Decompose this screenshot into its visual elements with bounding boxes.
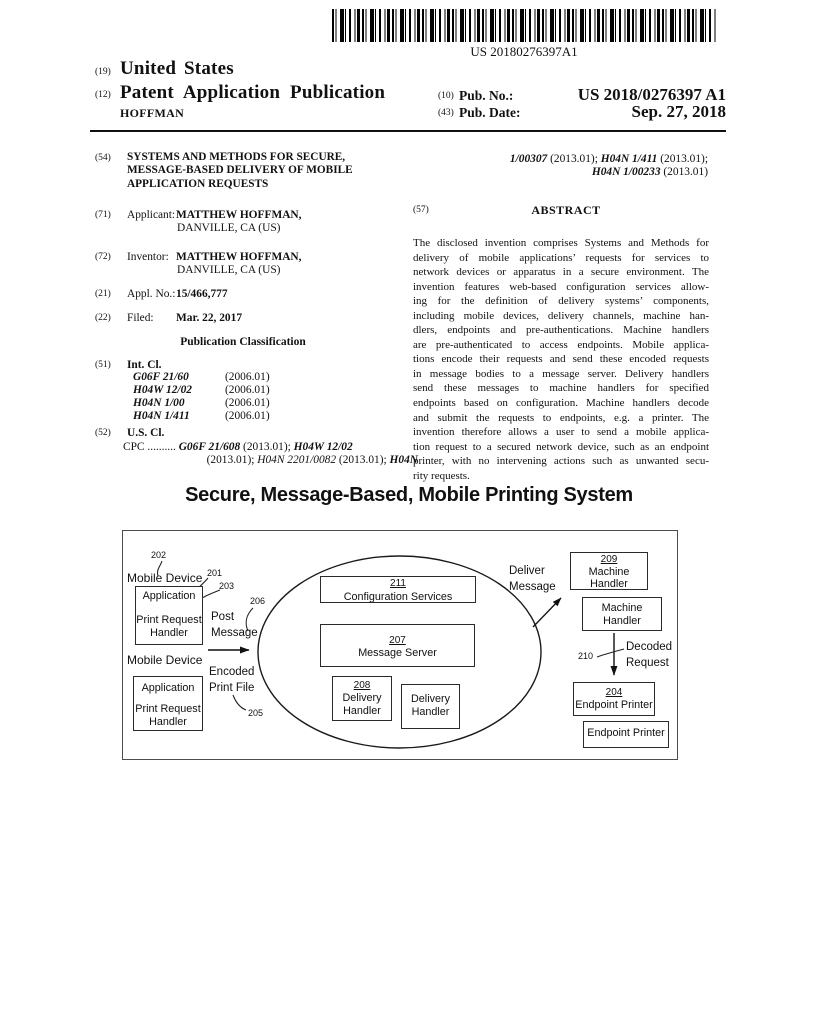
deliver-message-line1: Deliver xyxy=(509,565,545,577)
delivery-handler-line1: Delivery xyxy=(411,693,450,705)
deliver-message-line2: Message xyxy=(509,580,556,593)
publication-classification-heading: Publication Classification xyxy=(180,336,306,348)
mobile-device-2-label: Mobile Device xyxy=(127,653,203,667)
application-label: Application xyxy=(141,682,195,694)
int-cl-version: (2006.01) xyxy=(225,384,270,396)
mobile-device-1-box xyxy=(135,586,203,645)
print-request-handler-label: Print Request Handler xyxy=(136,614,202,639)
figure-title: Secure, Message-Based, Mobile Printing System xyxy=(185,484,633,506)
machine-handler-line1: Machine xyxy=(588,566,630,578)
endpoint-printer-2-box xyxy=(583,721,669,748)
country-name: United States xyxy=(120,58,234,79)
ins-code-21: (21) xyxy=(95,289,111,299)
ins-code-72: (72) xyxy=(95,252,111,262)
endpoint-printer-label: Endpoint Printer xyxy=(575,699,653,711)
mobile-device-2-box xyxy=(133,676,203,731)
ins-code-51: (51) xyxy=(95,360,111,370)
machine-handler-line2: Handler xyxy=(590,578,628,590)
publication-kind: Patent Application Publication xyxy=(120,82,386,103)
encoded-print-file-line1: Encoded xyxy=(209,666,255,678)
int-cl-version: (2006.01) xyxy=(225,397,270,409)
ins-code-52: (52) xyxy=(95,428,111,438)
decoded-request-line2: Request xyxy=(626,657,669,669)
abstract-heading: ABSTRACT xyxy=(531,203,601,217)
machine-handler-line2: Handler xyxy=(603,614,641,627)
ref-206: 206 xyxy=(250,596,266,606)
applicant-surname: HOFFMAN xyxy=(120,106,185,120)
machine-handler-line1: Machine xyxy=(601,602,643,614)
ref-211: 211 xyxy=(390,578,406,589)
pub-no-label: Pub. No.: xyxy=(459,88,514,103)
ref-208: 208 xyxy=(353,680,371,691)
message-server-box xyxy=(320,624,475,667)
int-cl-version: (2006.01) xyxy=(225,410,270,422)
barcode xyxy=(332,9,716,42)
post-message-line1: Post xyxy=(211,611,235,623)
int-cl-class: H04N 1/411 xyxy=(133,410,190,422)
mobile-device-1-label: Mobile Device xyxy=(127,571,203,585)
decoded-request-line1: Decoded xyxy=(626,641,673,653)
ins-code-43: (43) xyxy=(438,108,454,118)
appl-no-label: Appl. No.: xyxy=(127,288,176,300)
cpc-continuation-line-1: 1/00307 (2013.01); H04N 1/411 (2013.01); xyxy=(509,153,708,165)
endpoint-printer-label: Endpoint Printer xyxy=(587,727,665,739)
int-cl-version: (2006.01) xyxy=(225,371,270,383)
deliver-message-label xyxy=(509,564,556,595)
print-request-handler-label: Print Request Handler xyxy=(135,703,201,728)
ins-code-10: (10) xyxy=(438,91,454,101)
ref-203: 203 xyxy=(219,581,235,591)
delivery-handler-line2: Handler xyxy=(411,706,450,718)
filed-value: Mar. 22, 2017 xyxy=(176,312,243,324)
ins-code-22: (22) xyxy=(95,313,111,323)
cpc-continuation-line-2: H04N 1/00233 (2013.01) xyxy=(591,166,708,178)
inventor-city: DANVILLE, CA (US) xyxy=(177,264,281,276)
abstract-text: The disclosed invention comprises Systems and Methods for delivery of mobile applications’ requests for services to network devices or apparatus in a secure environment. The invention features web-based configuration services allow- ing for the definition of delivery systems’ components, including mobile devices, delivery channels, machine han- dlers, endpoints and pre-authentications. Machine handlers are pre-authenticated to access endpoints. Mobile applica- tions encode their requests and send these encoded requests in message bodies to a message server. Delivery handlers send these messages to machine handlers for specified endpoints based on configuration. Machine handlers decode and submit the requests to endpoints, e.g. a printer. The invention therefore allows a user to send a mobile applica- tion request to a secured network device, such as an endpoint printer, with no intervening actions such as unwanted secu- rity requests. xyxy=(413,237,709,482)
ins-code-57: (57) xyxy=(413,205,429,215)
inventor-name: MATTHEW HOFFMAN, xyxy=(176,251,302,263)
inventor-label: Inventor: xyxy=(127,251,169,263)
post-message-label xyxy=(211,610,258,641)
message-server-label: Message Server xyxy=(358,647,437,659)
figure-diagram xyxy=(122,530,678,760)
delivery-handler-line1: Delivery xyxy=(342,692,382,704)
machine-handler-1-box xyxy=(570,552,648,590)
ins-code-54: (54) xyxy=(95,153,111,163)
endpoint-printer-1-box xyxy=(573,682,655,716)
encoded-print-file-line2: Print File xyxy=(209,681,255,694)
applicant-label: Applicant: xyxy=(127,209,176,221)
pub-date-label: Pub. Date: xyxy=(459,105,521,120)
pub-date-value: Sep. 27, 2018 xyxy=(631,102,726,121)
int-cl-class: G06F 21/60 xyxy=(133,371,189,383)
int-cl-class: H04N 1/00 xyxy=(133,397,185,409)
filed-label: Filed: xyxy=(127,312,154,324)
int-cl-label: Int. Cl. xyxy=(127,359,162,371)
invention-title: SYSTEMS AND METHODS FOR SECURE, MESSAGE-BASED DELIVERY OF MOBILE APPLICATION REQUESTS xyxy=(127,151,353,190)
applicant-name: MATTHEW HOFFMAN, xyxy=(176,209,302,221)
cpc-line-1: CPC .......... G06F 21/608 (2013.01); H04W 12/02 xyxy=(123,441,353,453)
ref-210-leader xyxy=(597,649,624,657)
deliver-message-arrow xyxy=(533,598,561,627)
cpc-line-2: (2013.01); H04N 2201/0082 (2013.01); H04N xyxy=(206,454,418,466)
ref-205-leader xyxy=(233,695,246,710)
appl-no-value: 15/466,777 xyxy=(176,288,228,300)
ref-207: 207 xyxy=(389,635,406,646)
encoded-print-file-label xyxy=(209,665,254,696)
configuration-services-label: Configuration Services xyxy=(343,590,453,603)
post-message-line2: Message xyxy=(211,626,258,639)
ins-code-71: (71) xyxy=(95,210,111,220)
ref-210: 210 xyxy=(578,651,594,661)
pub-no-value: US 2018/0276397 A1 xyxy=(577,85,726,104)
barcode-number: US 20180276397A1 xyxy=(470,44,578,59)
configuration-services-box xyxy=(320,576,476,603)
header-divider xyxy=(90,130,726,132)
ins-code-12: (12) xyxy=(95,90,111,100)
applicant-city: DANVILLE, CA (US) xyxy=(177,222,281,234)
ref-205: 205 xyxy=(248,708,264,718)
delivery-handler-line2: Handler xyxy=(343,705,381,717)
application-label: Application xyxy=(142,590,196,602)
machine-handler-2-box xyxy=(582,597,662,631)
decoded-request-label xyxy=(626,639,672,671)
delivery-handler-1-box xyxy=(332,676,392,721)
ref-201: 201 xyxy=(207,568,223,578)
ref-202: 202 xyxy=(151,550,167,560)
us-cl-label: U.S. Cl. xyxy=(127,427,165,439)
int-cl-class: H04W 12/02 xyxy=(133,384,192,396)
delivery-handler-2-box xyxy=(401,684,460,729)
ins-code-19: (19) xyxy=(95,67,111,77)
ref-204: 204 xyxy=(605,687,623,698)
ref-209: 209 xyxy=(600,554,618,565)
